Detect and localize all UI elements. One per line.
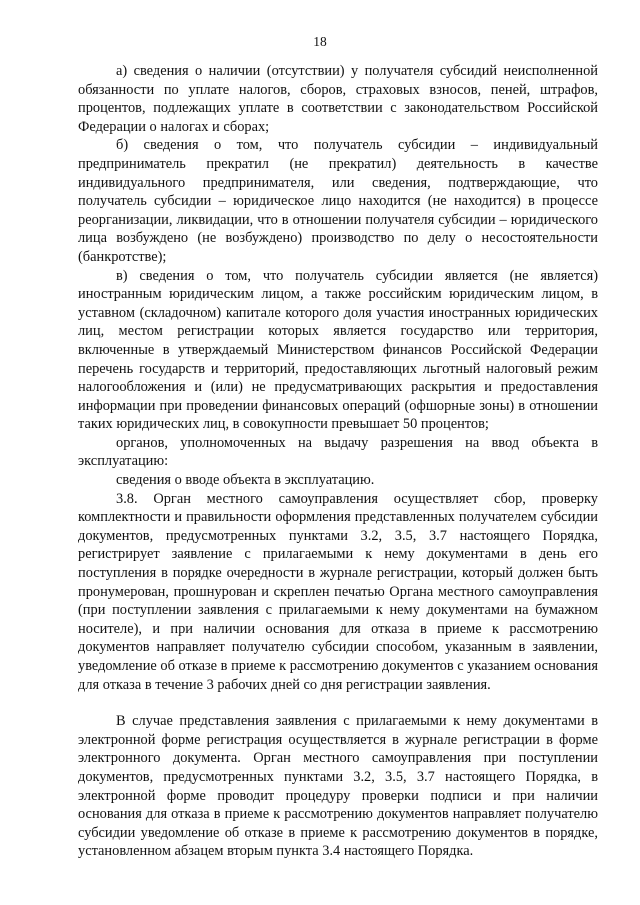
document-body: [78, 62, 598, 861]
paragraph-commissioning-info: сведения о вводе объекта в эксплуатацию.: [116, 472, 375, 489]
paragraph-v-foreign-entity: в) сведения о том, что получатель субсидии является (не является) иностранным юридическим лицом, а также российским юридическим лицом, в уставном (складочном) капитале которого доля участия иностранных юридических лиц, местом регистрации которых является государство или территория, включенные в утверждаемый Министерством финансов Российской Федерации перечень государств и территорий, предоставляющих льготный налоговый режим налогообложения и (или) не предусматривающих раскрытия и предоставления информации при проведении финансовых операций (офшорные зоны) в отношении таких юридических лиц, в совокупности превышает 50 процентов;: [78, 267, 598, 433]
paragraph-permit-authorities: органов, уполномоченных на выдачу разрешения на ввод объекта в эксплуатацию:: [78, 434, 598, 470]
paragraph-3-8: 3.8. Орган местного самоуправления осуществляет сбор, проверку комплектности и правильности оформления представленных получателем субсидии документов, предусмотренных пунктами 3.2, 3.5, 3.7 настоящего Порядка, регистрирует заявление с прилагаемыми к нему документами в день его поступления в порядке очередности в журнале регистрации, который должен быть пронумерован, прошнурован и скреплен печатью Органа местного самоуправления (при поступлении заявления с прилагаемыми к нему документами на бумажном носителе), и при наличии основания для отказа в приеме к рассмотрению документов направляет получателю субсидии способом, указанным в заявлении, уведомление об отказе в приеме к рассмотрению документов с указанием основания для отказа в течение 3 рабочих дней со дня регистрации заявления.: [78, 490, 598, 693]
paragraph-a-tax-arrears: а) сведения о наличии (отсутствии) у получателя субсидий неисполненной обязанности по уплате налогов, сборов, страховых взносов, пеней, штрафов, процентов, подлежащих уплате в соответствии с законодательством Российской Федерации о налогах и сборах;: [78, 63, 598, 135]
paragraph-electronic-submission: В случае представления заявления с прилагаемыми к нему документами в электронной форме регистрация осуществляется в журнале регистрации в форме электронного документа. Орган местного самоуправления при поступлении документов, предусмотренных пунктами 3.2, 3.5, 3.7 настоящего Порядка, в электронной форме проводит процедуру проверки подписи и при наличии основания для отказа в приеме к рассмотрению документов направляет получателю субсидии уведомление об отказе в приеме к рассмотрению документов в порядке, установленном абзацем вторым пункта 3.4 настоящего Порядка.: [78, 713, 598, 860]
page-number: 18: [313, 34, 327, 49]
paragraph-b-entrepreneur-status: б) сведения о том, что получатель субсидии – индивидуальный предприниматель прекратил (не прекратил) деятельность в качестве индивидуального предпринимателя, или сведения, подтверждающие, что получатель субсидии – юридическое лицо находится (не находится) в процессе реорганизации, ликвидации, что в отношении получателя субсидии – юридического лица возбуждено (не возбуждено) производство по делу о несостоятельности (банкротстве);: [78, 137, 598, 265]
